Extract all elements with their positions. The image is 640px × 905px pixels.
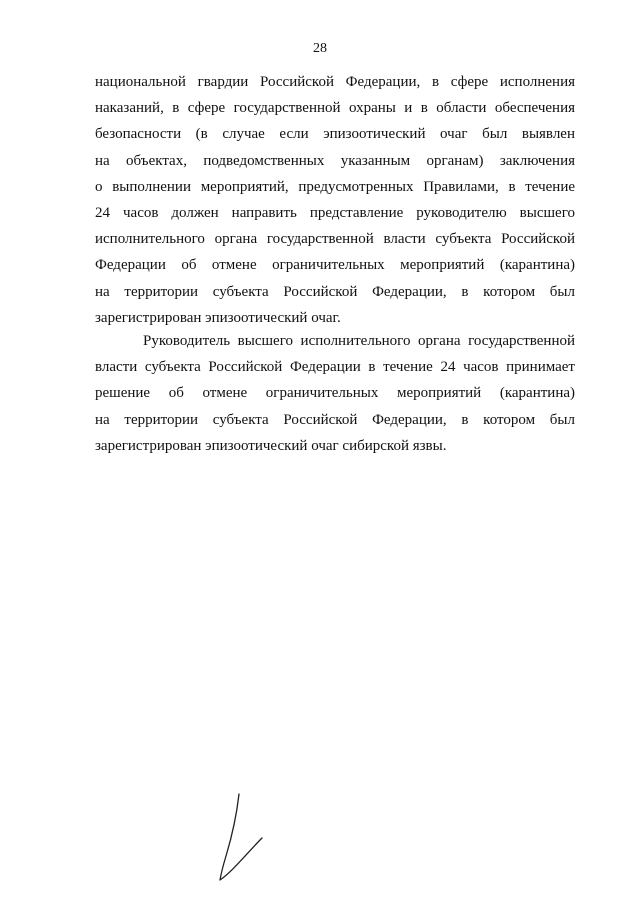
paragraph-line: Федерации об отмене ограничительных мероприятий (карантина) [95, 257, 575, 274]
paragraph-line: 24 часов должен направить представление руководителю высшего [95, 204, 575, 221]
paragraph-line: зарегистрирован эпизоотический очаг. [95, 309, 341, 326]
page-number: 28 [313, 41, 327, 56]
paragraph-line: на территории субъекта Российской Федерации, в котором был [95, 283, 575, 300]
paragraph-line: национальной гвардии Российской Федерации, в сфере исполнения [95, 74, 575, 90]
paragraph-line: наказаний, в сфере государственной охраны и в области обеспечения [95, 100, 575, 117]
paragraph-line: решение об отмене ограничительных мероприятий (карантина) [95, 385, 575, 402]
paragraph-2 [95, 328, 575, 459]
paragraph-line: Руководитель высшего исполнительного органа государственной [143, 333, 575, 349]
paragraph-line: на территории субъекта Российской Федерации, в котором был [95, 411, 575, 428]
paragraph-line: на объектах, подведомственных указанным органам) заключения [95, 152, 575, 169]
paragraph-line: власти субъекта Российской Федерации в течение 24 часов принимает [95, 359, 575, 376]
paragraph-line: безопасности (в случае если эпизоотический очаг был выявлен [95, 126, 575, 143]
paragraph-line: зарегистрирован эпизоотический очаг сибирской язвы. [95, 437, 447, 454]
paragraph-line: исполнительного органа государственной власти субъекта Российской [95, 231, 575, 248]
signature-icon [210, 790, 270, 890]
paragraph-line: о выполнении мероприятий, предусмотренных Правилами, в течение [95, 178, 575, 195]
paragraph-1 [95, 69, 575, 331]
